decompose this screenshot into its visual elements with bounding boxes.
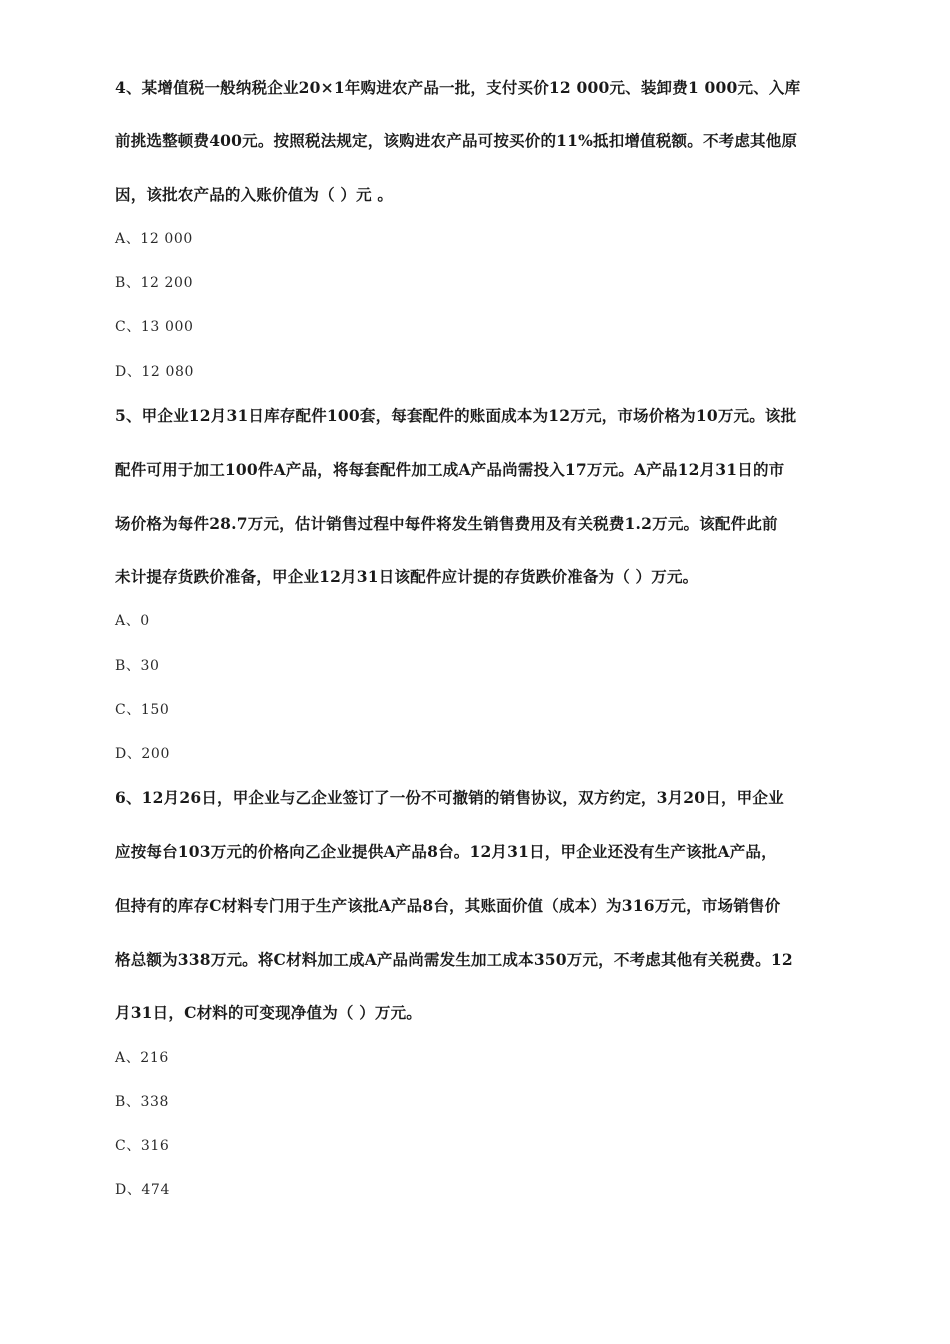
question-5-line-1: 5、甲企业12月31日库存配件100套，每套配件的账面成本为12万元，市场价格为10万元。该批 <box>115 406 797 425</box>
question-6-line-5: 月31日，C材料的可变现净值为（ ）万元。 <box>115 1003 423 1022</box>
question-6-option-d: D、474 <box>115 1182 170 1198</box>
question-6-line-4: 格总额为338万元。将C材料加工成A产品尚需发生加工成本350万元，不考虑其他有关税费。12 <box>115 950 793 969</box>
question-6-line-3: 但持有的库存C材料专门用于生产该批A产品8台，其账面价值（成本）为316万元，市场销售价 <box>115 896 781 915</box>
question-6-option-c: C、316 <box>115 1138 170 1154</box>
question-6-option-a: A、216 <box>115 1050 169 1066</box>
question-4-option-b: B、12 200 <box>115 275 194 291</box>
question-5-option-d: D、200 <box>115 746 170 762</box>
question-4-line-1: 4、某增值税一般纳税企业20×1年购进农产品一批，支付买价12 000元、装卸费1 000元、入库 <box>115 78 801 97</box>
question-4-line-3: 因，该批农产品的入账价值为（ ）元 。 <box>115 185 394 204</box>
question-6-line-1: 6、12月26日，甲企业与乙企业签订了一份不可撤销的销售协议，双方约定，3月20日，甲企业 <box>115 788 784 807</box>
question-5-option-a: A、0 <box>115 613 150 629</box>
question-5-line-4: 未计提存货跌价准备，甲企业12月31日该配件应计提的存货跌价准备为（ ）万元。 <box>115 567 699 586</box>
question-6-line-2: 应按每台103万元的价格向乙企业提供A产品8台。12月31日，甲企业还没有生产该批A产品， <box>115 842 777 861</box>
question-5-option-b: B、30 <box>115 658 160 674</box>
question-4-option-a: A、12 000 <box>115 231 193 247</box>
question-5-option-c: C、150 <box>115 702 170 718</box>
question-4-option-d: D、12 080 <box>115 364 195 380</box>
question-4-line-2: 前挑选整顿费400元。按照税法规定，该购进农产品可按买价的11%抵扣增值税额。不考虑其他原 <box>115 131 798 150</box>
question-6-option-b: B、338 <box>115 1094 170 1110</box>
question-5-line-3: 场价格为每件28.7万元，估计销售过程中每件将发生销售费用及有关税费1.2万元。该配件此前 <box>115 514 778 533</box>
question-4-option-c: C、13 000 <box>115 319 194 335</box>
question-5-line-2: 配件可用于加工100件A产品，将每套配件加工成A产品尚需投入17万元。A产品12月31日的市 <box>115 460 785 479</box>
